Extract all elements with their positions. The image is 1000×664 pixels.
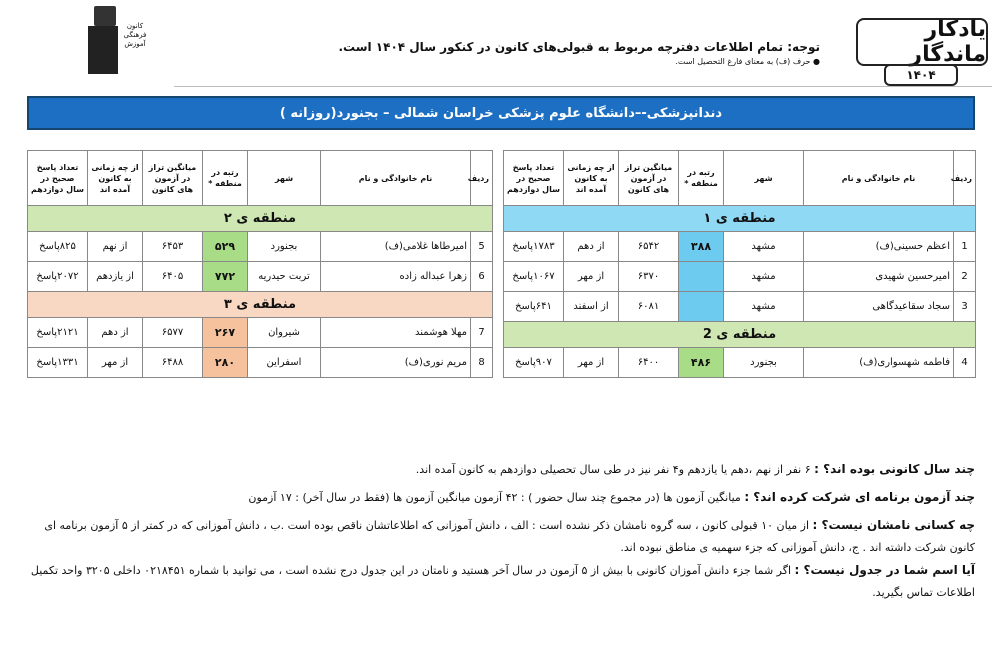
correct-answers: ۸۲۵پاسخ [28, 232, 88, 262]
average-score: ۶۵۴۲ [619, 232, 679, 262]
region-label: منطقه ی ۲ [28, 206, 493, 232]
region-rank: ۴۸۶ [679, 348, 724, 378]
table-row [28, 348, 493, 378]
faq-question: آیا اسم شما در جدول نیست؟ : [794, 563, 975, 577]
column-header: تعداد پاسخ صحیح در سال دوازدهم [28, 151, 88, 206]
row-index: 4 [954, 348, 976, 378]
column-header: رتبه در منطقه * [679, 151, 724, 206]
average-score: ۶۴۵۳ [143, 232, 203, 262]
table-header-row [504, 151, 976, 206]
column-header: شهر [248, 151, 321, 206]
row-index: 2 [954, 262, 976, 292]
correct-answers: ۲۰۷۲پاسخ [28, 262, 88, 292]
student-name: امیرحسین شهیدی [804, 262, 954, 292]
results-table-right [503, 150, 976, 378]
joined-since: از مهر [564, 262, 619, 292]
row-index: 5 [471, 232, 493, 262]
faq-answer: ۶ نفر از نهم ،دهم یا یازدهم و۴ نفر نیز در طی سال تحصیلی دوازدهم به کانون آمده اند. [415, 463, 815, 476]
notice-main: توجه: تمام اطلاعات دفترچه مربوط به قبولی‌های کانون در کنکور سال ۱۴۰۴ است. [338, 40, 820, 54]
logo-word: کانون [126, 22, 144, 30]
brand-name: یادکار ماندگار [856, 18, 988, 66]
average-score: ۶۴۰۵ [143, 262, 203, 292]
table-row [504, 232, 976, 262]
region-label: منطقه ی ۱ [504, 206, 976, 232]
correct-answers: ۶۴۱پاسخ [504, 292, 564, 322]
faq-answer: میانگین آزمون ها (در مجموع چند سال حضور ) : ۴۲ آزمون میانگین آزمون ها (فقط در سال آخر) : ۱۷ آزمون [248, 491, 745, 504]
faq-answer: اگر شما جزء دانش آموزان کانونی با بیش از ۵ آزمون در سال آخر هستید و نامتان در این جدول درج نشده است ، می توانید با شماره ۰۲۱۸۴۵۱ داخلی ۳۲۰۵ واحد تکمیل اطلاعات تماس بگیرید. [30, 564, 975, 599]
region-rank [679, 292, 724, 322]
faq-item [25, 559, 975, 604]
row-index: 8 [471, 348, 493, 378]
faq-item [25, 458, 975, 481]
correct-answers: ۲۱۲۱پاسخ [28, 318, 88, 348]
average-score: ۶۵۷۷ [143, 318, 203, 348]
region-rank: ۵۲۹ [203, 232, 248, 262]
faq-question: چند سال کانونی بوده اند؟ : [814, 462, 975, 476]
faq-item [25, 514, 975, 559]
joined-since: از اسفند [564, 292, 619, 322]
column-header: تعداد پاسخ صحیح در سال دوازدهم [504, 151, 564, 206]
column-header: ردیف [471, 151, 493, 206]
region-row [504, 322, 976, 348]
student-name: فاطمه شهسواری(ف) [804, 348, 954, 378]
logo-word: فرهنگی [123, 31, 147, 39]
correct-answers: ۱۳۳۱پاسخ [28, 348, 88, 378]
table-row [504, 262, 976, 292]
average-score: ۶۴۸۸ [143, 348, 203, 378]
column-header: نام خانوادگی و نام [804, 151, 954, 206]
faq-section [25, 458, 975, 604]
table-row [504, 348, 976, 378]
region-rank: ۳۸۸ [679, 232, 724, 262]
faq-item [25, 486, 975, 509]
joined-since: از یازدهم [88, 262, 143, 292]
joined-since: از مهر [88, 348, 143, 378]
average-score: ۶۴۰۰ [619, 348, 679, 378]
faq-answer: از میان ۱۰ قبولی کانون ، سه گروه نامشان ذکر نشده است : الف ، دانش آموزانی که اطلاعاتشان ناقص بوده است .ب ، دانش آموزانی که در کمتر از ۵ آزمون برنامه ای کانون شرکت داشته اند . ج، دانش آموزانی که جزء سهمیه ی مناطق نبوده اند. [44, 519, 975, 554]
column-header: نام خانوادگی و نام [321, 151, 471, 206]
city: مشهد [724, 262, 804, 292]
kanoon-logo [86, 4, 150, 78]
city: بجنورد [724, 348, 804, 378]
row-index: 1 [954, 232, 976, 262]
table-row [28, 318, 493, 348]
faq-question: چند آزمون برنامه ای شرکت کرده اند؟ : [744, 490, 975, 504]
city: مشهد [724, 292, 804, 322]
student-name: اعظم حسینی(ف) [804, 232, 954, 262]
brand-year: ۱۴۰۴ [884, 64, 958, 86]
header-divider [174, 86, 992, 87]
column-header: از چه زمانی به کانون آمده اند [564, 151, 619, 206]
table-row [504, 292, 976, 322]
column-header: از چه زمانی به کانون آمده اند [88, 151, 143, 206]
city: شیروان [248, 318, 321, 348]
region-row [28, 292, 493, 318]
city: مشهد [724, 232, 804, 262]
column-header: میانگین تراز در آزمون های کانون [619, 151, 679, 206]
logo-word: آموزش [124, 40, 146, 48]
correct-answers: ۱۰۶۷پاسخ [504, 262, 564, 292]
brand-logo [858, 18, 988, 82]
student-name: زهرا عبداله زاده [321, 262, 471, 292]
student-name: مریم نوری(ف) [321, 348, 471, 378]
graduate-figure-icon [88, 26, 118, 74]
region-label: منطقه ی 2 [504, 322, 976, 348]
correct-answers: ۹۰۷پاسخ [504, 348, 564, 378]
region-row [504, 206, 976, 232]
region-rank: ۷۷۲ [203, 262, 248, 292]
joined-since: از دهم [88, 318, 143, 348]
joined-since: از نهم [88, 232, 143, 262]
joined-since: از مهر [564, 348, 619, 378]
results-table-left [27, 150, 493, 378]
table-row [28, 262, 493, 292]
page-title: دندانپزشکی-–دانشگاه علوم پزشکی خراسان شمالی – بجنورد(روزانه ) [27, 96, 975, 130]
notice-sub: ● حرف (ف) به معنای فارغ التحصیل است. [675, 57, 820, 66]
average-score: ۶۰۸۱ [619, 292, 679, 322]
column-header: رتبه در منطقه * [203, 151, 248, 206]
joined-since: از دهم [564, 232, 619, 262]
region-label: منطقه ی ۳ [28, 292, 493, 318]
region-rank [679, 262, 724, 292]
student-name: امیرطاها غلامی(ف) [321, 232, 471, 262]
column-header: میانگین تراز در آزمون های کانون [143, 151, 203, 206]
correct-answers: ۱۷۸۳پاسخ [504, 232, 564, 262]
row-index: 7 [471, 318, 493, 348]
student-name: مهلا هوشمند [321, 318, 471, 348]
region-row [28, 206, 493, 232]
city: تربت حیدریه [248, 262, 321, 292]
city: بجنورد [248, 232, 321, 262]
row-index: 3 [954, 292, 976, 322]
graduate-cap-icon [94, 6, 116, 26]
column-header: ردیف [954, 151, 976, 206]
city: اسفراین [248, 348, 321, 378]
average-score: ۶۳۷۰ [619, 262, 679, 292]
region-rank: ۲۸۰ [203, 348, 248, 378]
faq-question: چه کسانی نامشان نیست؟ : [812, 518, 975, 532]
student-name: سجاد سقاعیدگاهی [804, 292, 954, 322]
region-rank: ۲۶۷ [203, 318, 248, 348]
row-index: 6 [471, 262, 493, 292]
column-header: شهر [724, 151, 804, 206]
table-row [28, 232, 493, 262]
table-header-row [28, 151, 493, 206]
